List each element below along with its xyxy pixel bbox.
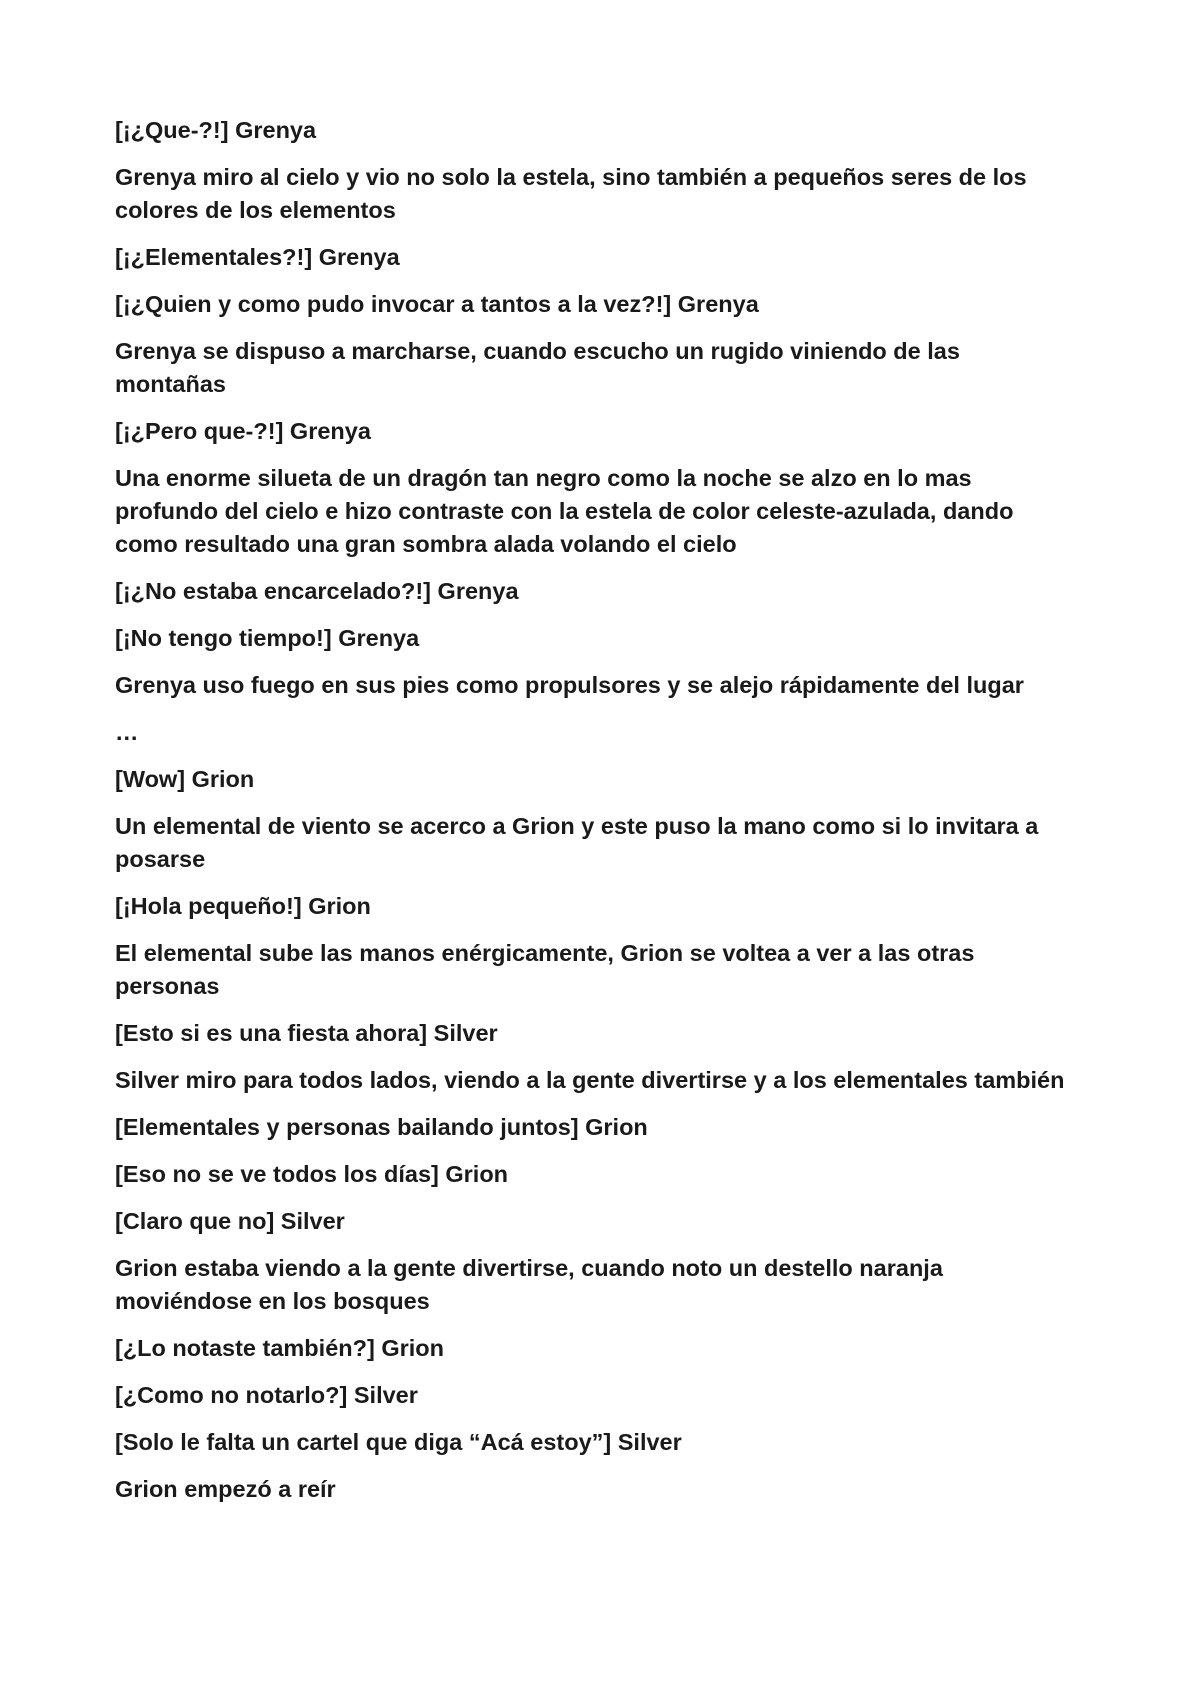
paragraph: [¡¿Elementales?!] Grenya (115, 244, 400, 270)
scene-break: … (115, 719, 139, 745)
paragraph: [¡¿No estaba encarcelado?!] Grenya (115, 578, 519, 604)
paragraph: [¡Hola pequeño!] Grion (115, 893, 371, 919)
paragraph: [Eso no se ve todos los días] Grion (115, 1161, 509, 1187)
paragraph: [¿Como no notarlo?] Silver (115, 1382, 418, 1408)
document-page (115, 114, 1075, 1520)
paragraph: [Claro que no] Silver (115, 1208, 345, 1234)
paragraph: Una enorme silueta de un dragón tan negro como la noche se alzo en lo mas profundo del cielo e hizo contraste con la estela de color celeste-azulada, dando como resultado una gran sombra alada volando el cielo (115, 465, 1014, 557)
paragraph: [Solo le falta un cartel que diga “Acá estoy”] Silver (115, 1429, 682, 1455)
paragraph: [Elementales y personas bailando juntos] Grion (115, 1114, 648, 1140)
paragraph: [¿Lo notaste también?] Grion (115, 1335, 444, 1361)
paragraph: [¡¿Que-?!] Grenya (115, 117, 317, 143)
paragraph: Un elemental de viento se acerco a Grion y este puso la mano como si lo invitara a posarse (115, 813, 1039, 872)
paragraph: Silver miro para todos lados, viendo a la gente divertirse y a los elementales también (115, 1067, 1065, 1093)
paragraph: Grion empezó a reír (115, 1476, 336, 1502)
paragraph: Grenya uso fuego en sus pies como propulsores y se alejo rápidamente del lugar (115, 672, 1024, 698)
paragraph: [¡¿Quien y como pudo invocar a tantos a la vez?!] Grenya (115, 291, 759, 317)
paragraph: Grion estaba viendo a la gente divertirse, cuando noto un destello naranja moviéndose en los bosques (115, 1255, 943, 1314)
paragraph: Grenya se dispuso a marcharse, cuando escucho un rugido viniendo de las montañas (115, 338, 960, 397)
paragraph: [¡No tengo tiempo!] Grenya (115, 625, 420, 651)
paragraph: [Wow] Grion (115, 766, 255, 792)
paragraph: El elemental sube las manos enérgicamente, Grion se voltea a ver a las otras personas (115, 940, 975, 999)
paragraph: [Esto si es una fiesta ahora] Silver (115, 1020, 498, 1046)
paragraph: [¡¿Pero que-?!] Grenya (115, 418, 371, 444)
paragraph: Grenya miro al cielo y vio no solo la estela, sino también a pequeños seres de los colores de los elementos (115, 164, 1027, 223)
